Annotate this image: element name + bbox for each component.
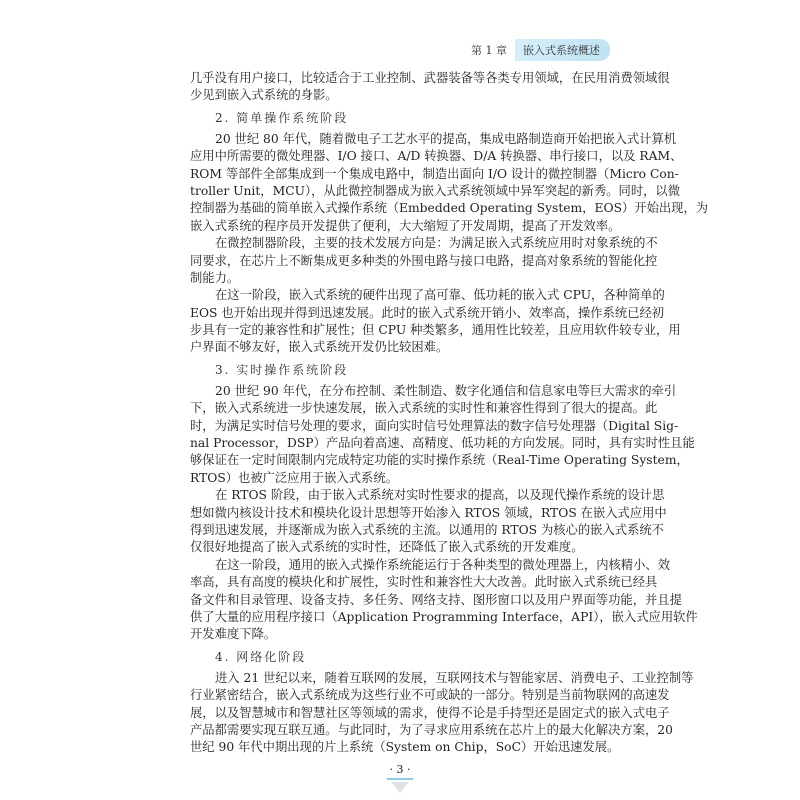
text-line: 下，嵌入式系统进一步快速发展，嵌入式系统的实时性和兼容性得到了很大的提高。此 <box>190 401 658 416</box>
page-triangle-decoration <box>391 782 409 793</box>
text-line: 开发难度下降。 <box>190 627 277 642</box>
text-line: 少见到嵌入式系统的身影。 <box>190 88 338 103</box>
text-line: 在这一阶段，嵌入式系统的硬件出现了高可靠、低功耗的嵌入式 CPU，各种简单的 <box>215 288 665 303</box>
text-line: 20 世纪 80 年代，随着微电子工艺水平的提高，集成电路制造商开始把嵌入式计算机 <box>215 131 677 146</box>
paragraph <box>190 487 667 557</box>
text-line: troller Unit，MCU），从此微控制器成为嵌入式系统领域中异军突起的新秀。同时，以微 <box>190 183 681 198</box>
text-line: 在 RTOS 阶段，由于嵌入式系统对实时性要求的提高，以及现代操作系统的设计思 <box>215 488 665 503</box>
section-heading: 3. 实时操作系统阶段 <box>215 362 349 377</box>
text-line: 应用中所需要的微处理器、I/O 接口、A/D 转换器、D/A 转换器、串行接口，以及 RAM、 <box>190 149 683 164</box>
text-line: 仅很好地提高了嵌入式系统的实时性，还降低了嵌入式系统的开发难度。 <box>190 540 584 555</box>
text-line: 产品都需要实现互联互通。与此同时，为了寻求应用系统在芯片上的最大化解决方案，20 <box>190 722 673 737</box>
text-line: 展，以及智慧城市和智慧社区等领域的需求，使得不论是手持型还是固定式的嵌入式电子 <box>190 705 670 720</box>
text-line: EOS 也开始出现并得到迅速发展。此时的嵌入式系统开销小、效率高，操作系统已经初 <box>190 305 665 320</box>
text-line: 进入 21 世纪以来，随着互联网的发展，互联网技术与智能家居、消费电子、工业控制等 <box>215 670 694 685</box>
text-line: 在这一阶段，通用的嵌入式操作系统能运行于各种类型的微处理器上，内核精小、效 <box>215 557 670 572</box>
paragraph <box>190 235 658 287</box>
text-line: 备文件和目录管理、设备支持、多任务、网络支持、图形窗口以及用户界面等功能，并且提 <box>190 592 682 607</box>
text-line: 时，为满足实时信号处理的要求，面向实时信号处理算法的数字信号处理器（Digital Sig- <box>190 418 679 433</box>
text-line: 够保证在一定时间限制内完成特定功能的实时操作系统（Real-Time Operating System， <box>190 453 689 468</box>
text-line: 制能力。 <box>190 270 240 285</box>
section-heading: 4. 网络化阶段 <box>215 649 307 664</box>
page-number-underline <box>387 778 413 780</box>
text-line: 步具有一定的兼容性和扩展性；但 CPU 种类繁多，通用性比较差，且应用软件较专业，用 <box>190 323 681 338</box>
paragraph <box>190 557 698 644</box>
chapter-number: 第 1 章 <box>471 44 507 57</box>
text-line: 几乎没有用户接口，比较适合于工业控制、武器装备等各类专用领域，在民用消费领域很 <box>190 71 670 85</box>
text-line: 行业紧密结合，嵌入式系统成为这些行业不可或缺的一部分。特别是当前物联网的高速发 <box>190 688 670 703</box>
paragraph <box>190 70 670 105</box>
text-line: 率高，具有高度的模块化和扩展性，实时性和兼容性大大改善。此时嵌入式系统已经具 <box>190 575 658 590</box>
text-line: 户界面不够友好，嵌入式系统开发仍比较困难。 <box>190 340 449 355</box>
text-line: ROM 等部件全部集成到一个集成电路中，制造出面向 I/O 设计的微控制器（Micro Con- <box>190 166 679 181</box>
text-line: 控制器为基础的简单嵌入式操作系统（Embedded Operating System，EOS）开始出现，为 <box>190 201 709 216</box>
page-body <box>190 70 709 757</box>
paragraph <box>190 670 694 757</box>
chapter-header <box>471 39 610 61</box>
text-line: 20 世纪 90 年代，在分布控制、柔性制造、数字化通信和信息家电等巨大需求的牵引 <box>215 383 677 398</box>
text-line: 得到迅速发展，并逐渐成为嵌入式系统的主流。以通用的 RTOS 为核心的嵌入式系统不 <box>190 522 664 537</box>
text-line: 世纪 90 年代中期出现的片上系统（System on Chip，SoC）开始迅速发展。 <box>190 740 620 755</box>
text-line: nal Processor，DSP）产品向着高速、高精度、低功耗的方向发展。同时，具有实时性且能 <box>190 436 695 451</box>
text-line: 嵌入式系统的程序员开发提供了便利，大大缩短了开发周期，提高了开发效率。 <box>190 218 621 233</box>
paragraph <box>190 287 681 357</box>
paragraph <box>190 383 695 487</box>
text-line: 想如微内核设计技术和模块化设计思想等开始渗入 RTOS 领域，RTOS 在嵌入式应用中 <box>190 505 667 520</box>
text-line: 供了大量的应用程序接口（Application Programming Interface，API），嵌入式应用软件 <box>190 609 698 624</box>
section-heading: 2. 简单操作系统阶段 <box>215 110 349 125</box>
paragraph <box>190 131 709 235</box>
text-line: RTOS）也被广泛应用于嵌入式系统。 <box>190 470 398 485</box>
text-line: 同要求，在芯片上不断集成更多种类的外围电路与接口电路，提高对象系统的智能化控 <box>190 253 658 268</box>
text-line: 在微控制器阶段，主要的技术发展方向是：为满足嵌入式系统应用时对象系统的不 <box>215 236 658 251</box>
chapter-title-badge: 嵌入式系统概述 <box>515 39 610 61</box>
page-number: · 3 · <box>389 763 411 776</box>
